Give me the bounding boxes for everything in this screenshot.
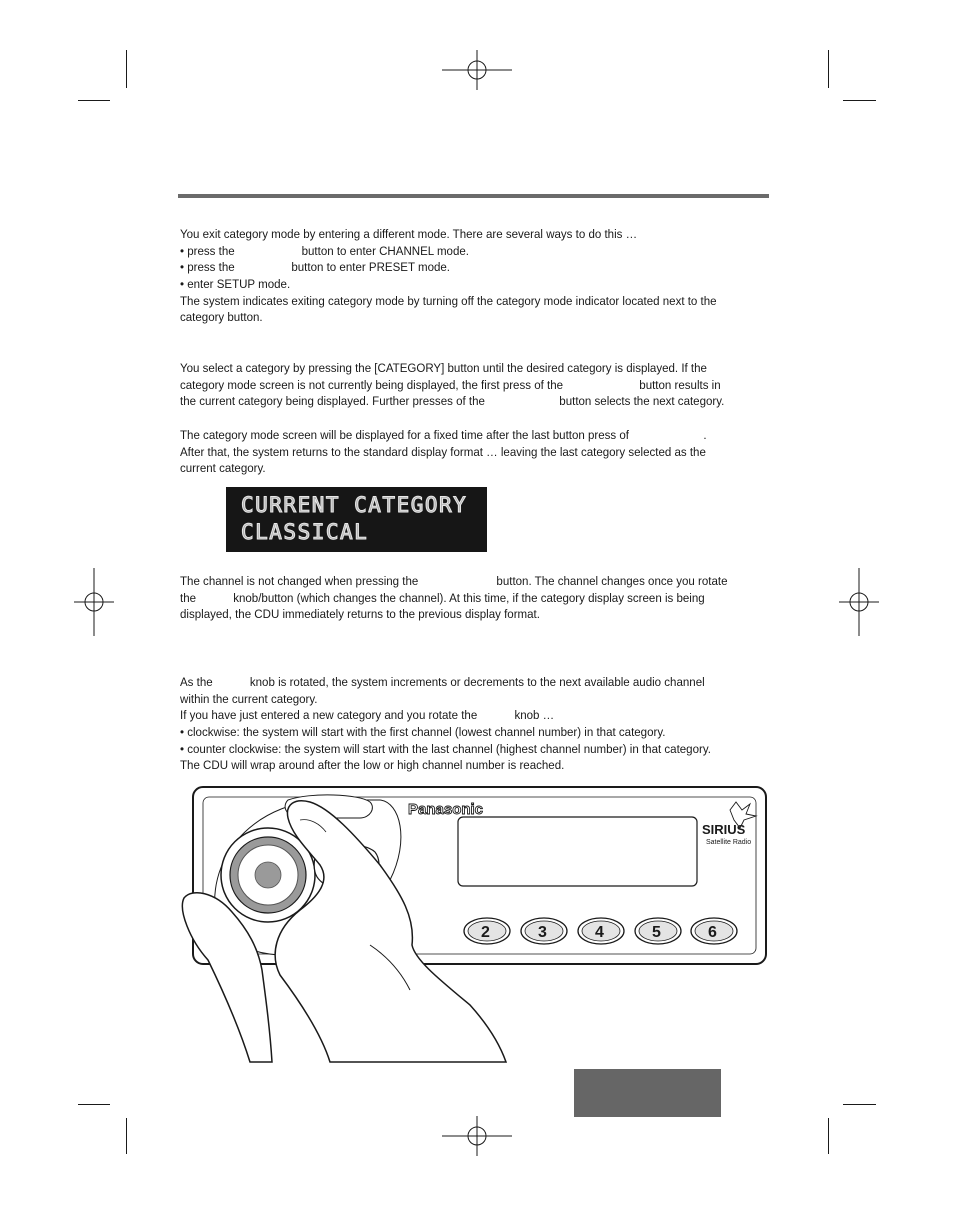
- knob-text-3: If you have just entered a new category and you rotate the knob …: [180, 708, 555, 723]
- select-text-3: the current category being displayed. Further presses of the button selects the next category.: [180, 394, 725, 409]
- radio-illustration: [170, 780, 770, 1065]
- exit-bullet-channel: • press the button to enter CHANNEL mode.: [180, 243, 469, 258]
- preset-2-label: 2: [481, 924, 490, 941]
- header-rule: [178, 194, 769, 198]
- knob-text-clockwise: • clockwise: the system will start with the first channel (lowest channel number) in that category.: [180, 725, 666, 740]
- select-text-2: category mode screen is not currently being displayed, the first press of the button results in: [180, 377, 721, 392]
- lcd-line-1: CURRENT CATEGORY: [241, 493, 468, 517]
- exit-indicator-text-2: category button.: [180, 310, 263, 325]
- lcd-display: [226, 487, 487, 552]
- exit-bullet-preset: • press the button to enter PRESET mode.: [180, 260, 451, 275]
- timeout-text-2: After that, the system returns to the standard display format … leaving the last category selected as the: [180, 444, 706, 459]
- preset-3-label: 3: [538, 924, 547, 941]
- knob-text-counter-clockwise: • counter clockwise: the system will start with the last channel (highest channel number) in that category.: [180, 741, 711, 756]
- display-timeout-section: [180, 427, 707, 477]
- preset-6-label: 6: [708, 924, 717, 941]
- page-tab: [574, 1069, 721, 1117]
- timeout-text-3: current category.: [180, 461, 266, 476]
- registration-mark-left: [74, 568, 114, 636]
- preset-4-label: 4: [595, 924, 604, 941]
- registration-mark-bottom: [442, 1116, 512, 1156]
- exit-bullet-setup: • enter SETUP mode.: [180, 277, 291, 292]
- timeout-text-1: The category mode screen will be displayed for a fixed time after the last button press of .: [180, 428, 707, 442]
- exit-indicator-text-1: The system indicates exiting category mode by turning off the category mode indicator located next to the: [180, 293, 717, 308]
- channel-text-3: displayed, the CDU immediately returns to the previous display format.: [180, 607, 540, 622]
- svg-text:Satellite Radio: Satellite Radio: [706, 839, 752, 846]
- exit-intro: You exit category mode by entering a different mode. There are several ways to do this …: [180, 227, 638, 241]
- channel-text-2: the knob/button (which changes the channel). At this time, if the category display screen is being: [180, 590, 705, 605]
- channel-change-section: [180, 573, 728, 623]
- registration-mark-top: [442, 50, 512, 90]
- knob-text-1: As the knob is rotated, the system increments or decrements to the next available audio channel: [180, 675, 705, 689]
- knob-text-2: within the current category.: [180, 691, 318, 706]
- knob-text-wrap: The CDU will wrap around after the low or high channel number is reached.: [180, 758, 565, 773]
- preset-5-label: 5: [652, 924, 661, 941]
- channel-text-1: The channel is not changed when pressing the button. The channel changes once you rotate: [180, 574, 728, 588]
- brand-logo: Panasonic: [408, 801, 484, 818]
- svg-text:SIRIUS: SIRIUS: [702, 822, 746, 837]
- exit-category-section: [180, 226, 717, 326]
- registration-mark-right: [839, 568, 879, 636]
- lcd-line-2: CLASSICAL: [241, 520, 369, 544]
- select-category-section: [180, 360, 724, 410]
- knob-rotation-section: [180, 674, 711, 774]
- select-text-1: You select a category by pressing the [CATEGORY] button until the desired category is displayed. If the: [180, 361, 707, 375]
